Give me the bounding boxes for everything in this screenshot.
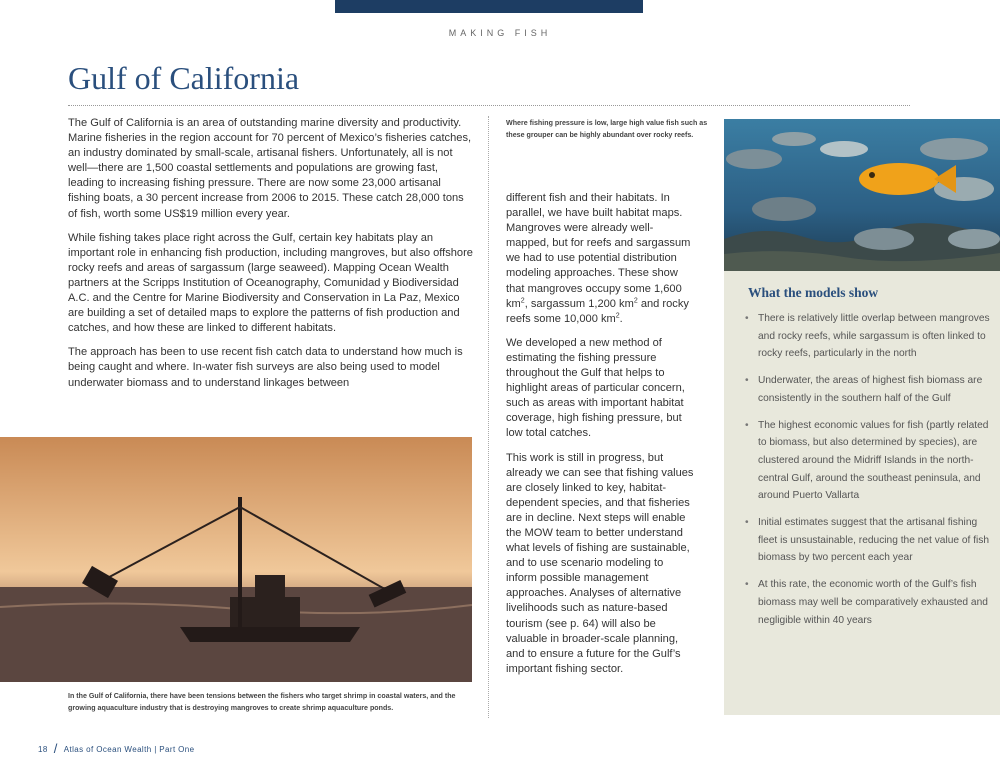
footer-separator: / <box>53 741 58 756</box>
body-paragraph: This work is still in progress, but already we can see that fishing values are closely linked to key, habitat-dependent species, and that fisheries are in decline. Next steps will enable the MOW team to better understand what levels of fishing are sustainable, and to use scenario modeling to inform possible management approaches. Analyses of alternative livelihoods such as nature-based tourism (see p. 64) will also be valuable in broader-scale planning, and to ensure a future for the Gulf’s important fishing sector. <box>506 451 694 675</box>
page-footer <box>38 740 195 755</box>
body-paragraph: The approach has been to use recent fish catch data to understand how much is being caught and where. In-water fish surveys are also being used to model underwater biomass and to understand linkages between <box>68 346 463 389</box>
list-item: • At this rate, the economic worth of the Gulf’s fish biomass may well be comparatively exhausted and negligible within 40 years <box>738 576 992 629</box>
habitat-text-b: , sargassum 1,200 km <box>524 297 634 310</box>
fish-photo-caption: Where fishing pressure is low, large high value fish such as these grouper can be highly abundant over rocky reefs. <box>506 119 708 139</box>
body-paragraph: The Gulf of California is an area of outstanding marine diversity and productivity. Marine fisheries in the region account for 70 percent of Mexico’s fisheries catches, an industry dominated by small-scale, artisanal fishers. Unfortunately, all is not well—there are 1,500 coastal settlements and populations are growing fast, leading to increasing fishing pressure. There are now some 23,000 artisanal fishing boats, a 30 percent increase from 2006 to 2015. These catch 28,000 tons of fish, worth some US$19 million every year. <box>68 117 472 220</box>
habitat-text-end: . <box>619 312 623 325</box>
body-paragraph: While fishing takes place right across the Gulf, certain key habitats play an important role in enhancing fish production, including mangroves, but also offshore rocky reefs and areas of sargassum (large seaweed). Mapping Ocean Wealth partners at the Scripps Institution of Oceanography, Comunidad y Biodiversidad A.C. and the Centre for Marine Biodiversity and Conservation in La Paz, Mexico are building a set of detailed maps to explore the patterns of fish production and catches, and how these are linked to different habitats. <box>68 231 473 335</box>
main-text-column <box>68 116 473 400</box>
header-accent-bar <box>335 0 643 13</box>
shrimp-boat-photo <box>0 437 472 682</box>
publication-title: Atlas of Ocean Wealth | Part One <box>63 745 195 754</box>
grouper-reef-photo <box>724 119 1000 271</box>
superscript: 2 <box>633 296 638 304</box>
page-title: Gulf of California <box>68 60 300 96</box>
boat-photo-caption: In the Gulf of California, there have been tensions between the fishers who target shrimp in coastal waters, and the growing aquaculture industry that is destroying mangroves to create shrimp aquaculture ponds. <box>68 692 456 712</box>
list-item: • There is relatively little overlap between mangroves and rocky reefs, while sargassum is often linked to rocky reefs, particularly in the north <box>738 310 992 363</box>
habitat-text-a: different fish and their habitats. In parallel, we have built habitat maps. Mangroves were already well-mapped, but for reefs and sargassum we had to use potential distribution modeling approaches. These show that mangroves occupy some 1,600 km <box>506 192 691 310</box>
panel-title: What the models show <box>748 285 879 300</box>
section-label: MAKING FISH <box>448 28 552 38</box>
findings-list <box>738 310 992 638</box>
page-number: 18 <box>38 745 48 754</box>
shrimp-boat-illustration <box>0 437 472 682</box>
models-summary-panel <box>724 271 1000 715</box>
grouper-reef-illustration <box>724 119 1000 271</box>
body-paragraph <box>506 191 694 327</box>
superscript: 2 <box>615 312 620 320</box>
body-paragraph: We developed a new method of estimating the fishing pressure throughout the Gulf that helps to highlight areas of particular concern, such as areas with important habitat coverage, high fishing pressure, but low total catches. <box>506 336 685 440</box>
title-divider <box>68 105 910 106</box>
habitat-text-c: and rocky reefs some 10,000 km <box>506 297 689 325</box>
second-text-column <box>506 191 694 686</box>
list-item: • The highest economic values for fish (partly related to biomass, but also determined by species), are clustered around the Midriff Islands in the north-central Gulf, around the southeast peninsula, and around Puerto Vallarta <box>738 417 992 506</box>
superscript: 2 <box>520 296 525 304</box>
list-item: • Initial estimates suggest that the artisanal fishing fleet is unsustainable, reducing the net value of fish biomass by two percent each year <box>738 514 992 567</box>
column-divider <box>488 116 489 718</box>
list-item: • Underwater, the areas of highest fish biomass are consistently in the southern half of the Gulf <box>738 372 992 407</box>
